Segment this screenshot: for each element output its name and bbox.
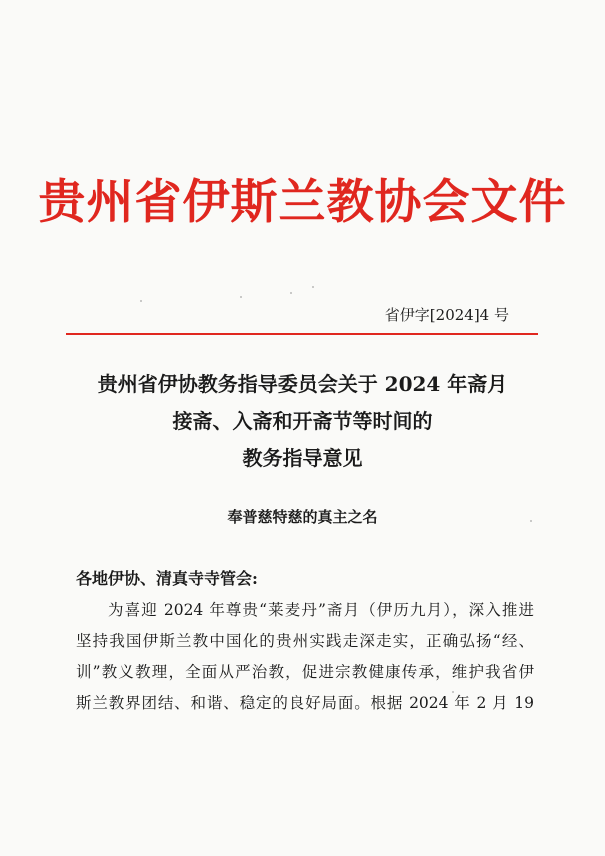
salutation: 各地伊协、清真寺寺管会:	[76, 569, 258, 588]
body-line-1: 为喜迎 2024 年尊贵“莱麦丹”斋月（伊历九月），深入推进	[108, 601, 534, 619]
basmala-line: 奉普慈特慈的真主之名	[227, 508, 378, 526]
scan-speck	[240, 296, 242, 298]
scan-speck	[530, 520, 532, 522]
title-line-1: 贵州省伊协教务指导委员会关于 2024 年斋月	[97, 372, 508, 396]
document-header-title: 贵州省伊斯兰教协会文件	[38, 175, 567, 230]
scan-speck	[140, 300, 142, 302]
scan-speck	[312, 286, 314, 288]
body-line-3: 训”教义教理，全面从严治教，促进宗教健康传承，维护我省伊	[76, 663, 534, 681]
title-line-2: 接斋、入斋和开斋节等时间的	[172, 409, 433, 433]
document-number: 省伊字[2024]4 号	[384, 306, 509, 324]
red-divider-line	[66, 333, 538, 335]
document-title	[40, 366, 565, 477]
title-line-3: 教务指导意见	[242, 446, 363, 470]
body-line-4: 斯兰教界团结、和谐、稳定的良好局面。根据 2024 年 2 月 19	[76, 694, 534, 712]
body-paragraph	[76, 595, 534, 719]
body-line-2: 坚持我国伊斯兰教中国化的贵州实践走深走实，正确弘扬“经、	[76, 632, 534, 650]
scan-speck	[290, 292, 292, 294]
scan-speck	[452, 691, 454, 693]
